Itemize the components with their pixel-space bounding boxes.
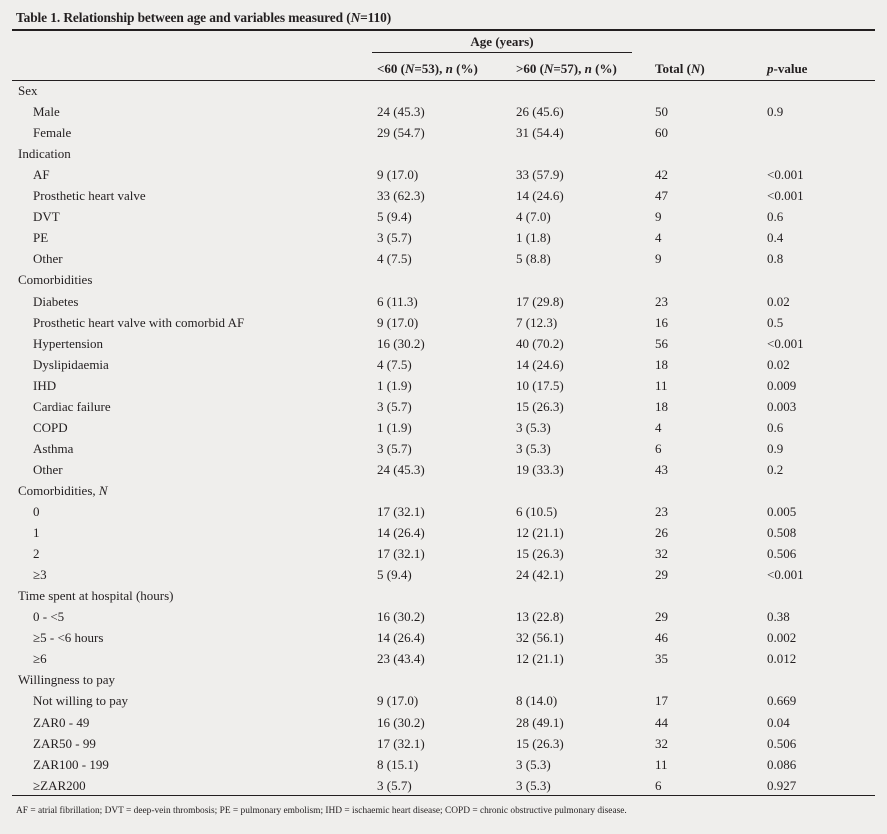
cell-under-60: 1 (1.9)	[377, 377, 412, 393]
cell-p-value: 0.5	[767, 314, 784, 330]
title-rule	[12, 29, 875, 31]
cell-under-60: 16 (30.2)	[377, 609, 425, 625]
cell-total: 18	[655, 398, 668, 414]
row-label: Dyslipidaemia	[33, 356, 109, 372]
row-label: Other	[33, 251, 63, 267]
table-footnote: AF = atrial fibrillation; DVT = deep-vein thrombosis; PE = pulmonary embolism; IHD = ischaemic heart disease; COPD = chronic obstructive pulmonary disease.	[16, 806, 627, 816]
table-row	[0, 690, 887, 711]
table-row	[0, 291, 887, 312]
cell-over-60: 14 (24.6)	[516, 188, 564, 204]
cell-total: 23	[655, 293, 668, 309]
cell-p-value: <0.001	[767, 335, 804, 351]
table-row	[0, 543, 887, 564]
cell-p-value: 0.005	[767, 504, 797, 519]
cell-under-60: 29 (54.7)	[377, 125, 425, 141]
row-label: Prosthetic heart valve with comorbid AF	[33, 314, 245, 330]
cell-p-value: 0.38	[767, 609, 790, 625]
cell-under-60: 3 (5.7)	[377, 777, 412, 793]
cell-p-value: 0.4	[767, 230, 784, 246]
table-row	[0, 122, 887, 143]
cell-under-60: 14 (26.4)	[377, 525, 425, 541]
cell-over-60: 33 (57.9)	[516, 167, 564, 183]
section-row	[0, 480, 887, 501]
cell-p-value: <0.001	[767, 567, 804, 583]
cell-under-60: 14 (26.4)	[377, 630, 425, 646]
table-row	[0, 564, 887, 585]
age-group-header: Age (years)	[470, 34, 534, 49]
group-rule	[372, 52, 632, 53]
cell-p-value: 0.669	[767, 693, 797, 709]
cell-p-value: <0.001	[767, 167, 804, 183]
row-label: ZAR100 - 199	[33, 756, 109, 772]
col-header-p-value: p-value	[767, 61, 808, 76]
row-label: Willingness to pay	[18, 672, 115, 688]
cell-total: 11	[655, 377, 668, 393]
bottom-rule	[12, 795, 875, 796]
cell-p-value: 0.9	[767, 104, 784, 120]
cell-over-60: 10 (17.5)	[516, 377, 564, 393]
cell-over-60: 4 (7.0)	[516, 209, 551, 225]
row-label: PE	[33, 230, 49, 246]
row-label: Time spent at hospital (hours)	[18, 588, 174, 604]
cell-total: 9	[655, 251, 662, 267]
row-label: AF	[33, 167, 50, 183]
table-row	[0, 754, 887, 775]
cell-p-value: 0.2	[767, 461, 784, 477]
table-row	[0, 396, 887, 417]
row-label: COPD	[33, 419, 68, 435]
cell-over-60: 3 (5.3)	[516, 756, 551, 772]
row-label: ZAR50 - 99	[33, 735, 96, 751]
cell-p-value: 0.003	[767, 398, 797, 414]
table-row	[0, 206, 887, 227]
cell-total: 56	[655, 335, 668, 351]
row-label: Indication	[18, 146, 71, 162]
row-label: 2	[33, 546, 40, 562]
cell-over-60: 15 (26.3)	[516, 735, 564, 751]
cell-under-60: 23 (43.4)	[377, 651, 425, 667]
row-label: ZAR0 - 49	[33, 714, 90, 730]
table-row	[0, 712, 887, 733]
cell-under-60: 9 (17.0)	[377, 167, 419, 183]
cell-p-value: 0.02	[767, 356, 790, 372]
table-row	[0, 501, 887, 522]
row-label: Cardiac failure	[33, 398, 111, 414]
table-row	[0, 248, 887, 269]
cell-total: 46	[655, 630, 668, 646]
row-label: ≥5 - <6 hours	[33, 630, 104, 646]
cell-over-60: 24 (42.1)	[516, 567, 564, 583]
row-label: ≥3	[33, 567, 47, 583]
cell-over-60: 28 (49.1)	[516, 714, 564, 730]
cell-total: 29	[655, 609, 668, 625]
cell-under-60: 17 (32.1)	[377, 735, 425, 751]
row-label: Asthma	[33, 440, 74, 456]
row-label: Comorbidities	[18, 272, 93, 288]
table-row	[0, 375, 887, 396]
table-row	[0, 185, 887, 206]
cell-total: 6	[655, 777, 662, 793]
table-row	[0, 312, 887, 333]
cell-p-value: 0.002	[767, 630, 797, 646]
cell-over-60: 8 (14.0)	[516, 693, 558, 709]
cell-p-value: <0.001	[767, 188, 804, 204]
table-row	[0, 354, 887, 375]
cell-total: 44	[655, 714, 668, 730]
cell-p-value: 0.086	[767, 756, 797, 772]
row-label: IHD	[33, 377, 57, 393]
cell-under-60: 4 (7.5)	[377, 356, 412, 372]
cell-over-60: 14 (24.6)	[516, 356, 564, 372]
cell-total: 9	[655, 209, 662, 225]
cell-over-60: 6 (10.5)	[516, 504, 558, 519]
row-label: Not willing to pay	[33, 693, 128, 709]
table-title: Table 1. Relationship between age and variables measured (N=110)	[16, 10, 392, 25]
cell-under-60: 8 (15.1)	[377, 756, 419, 772]
cell-over-60: 12 (21.1)	[516, 525, 564, 541]
row-label: Other	[33, 461, 63, 477]
cell-over-60: 15 (26.3)	[516, 398, 564, 414]
cell-over-60: 1 (1.8)	[516, 230, 551, 246]
table-row	[0, 775, 887, 796]
row-label: Prosthetic heart valve	[33, 188, 146, 204]
cell-p-value: 0.02	[767, 293, 790, 309]
cell-total: 29	[655, 567, 668, 583]
section-row	[0, 669, 887, 690]
row-label: Sex	[18, 83, 38, 98]
table-row	[0, 733, 887, 754]
cell-under-60: 16 (30.2)	[377, 335, 425, 351]
table-row	[0, 101, 887, 122]
cell-total: 4	[655, 419, 662, 435]
cell-over-60: 31 (54.4)	[516, 125, 564, 141]
section-row	[0, 143, 887, 164]
row-label: DVT	[33, 209, 60, 225]
col-header-total: Total (N)	[655, 61, 705, 76]
section-row	[0, 80, 887, 101]
cell-total: 11	[655, 756, 668, 772]
cell-p-value: 0.6	[767, 209, 784, 225]
row-label: Male	[33, 104, 60, 120]
cell-p-value: 0.6	[767, 419, 784, 435]
section-row	[0, 269, 887, 290]
cell-p-value: 0.506	[767, 546, 797, 562]
cell-under-60: 17 (32.1)	[377, 546, 425, 562]
cell-p-value: 0.012	[767, 651, 797, 667]
table-row	[0, 627, 887, 648]
cell-under-60: 3 (5.7)	[377, 230, 412, 246]
cell-under-60: 33 (62.3)	[377, 188, 425, 204]
cell-p-value: 0.9	[767, 440, 784, 456]
cell-under-60: 3 (5.7)	[377, 440, 412, 456]
row-label: Comorbidities, N	[18, 482, 108, 498]
cell-over-60: 32 (56.1)	[516, 630, 564, 646]
cell-over-60: 15 (26.3)	[516, 546, 564, 562]
table-row	[0, 333, 887, 354]
table-row	[0, 417, 887, 438]
cell-over-60: 13 (22.8)	[516, 609, 564, 625]
cell-under-60: 9 (17.0)	[377, 693, 419, 709]
cell-total: 60	[655, 125, 668, 141]
section-row	[0, 585, 887, 606]
cell-total: 43	[655, 461, 668, 477]
table-row	[0, 648, 887, 669]
table-row	[0, 164, 887, 185]
row-label: ≥6	[33, 651, 47, 667]
cell-over-60: 7 (12.3)	[516, 314, 558, 330]
cell-total: 26	[655, 525, 668, 541]
table-row	[0, 459, 887, 480]
table-row	[0, 606, 887, 627]
cell-under-60: 24 (45.3)	[377, 104, 425, 120]
cell-total: 47	[655, 188, 668, 204]
cell-total: 32	[655, 546, 668, 562]
row-label: ≥ZAR200	[33, 777, 86, 793]
cell-total: 17	[655, 693, 668, 709]
cell-under-60: 4 (7.5)	[377, 251, 412, 267]
cell-p-value: 0.8	[767, 251, 784, 267]
cell-under-60: 5 (9.4)	[377, 209, 412, 225]
cell-total: 42	[655, 167, 668, 183]
cell-total: 16	[655, 314, 668, 330]
cell-over-60: 5 (8.8)	[516, 251, 551, 267]
cell-total: 18	[655, 356, 668, 372]
col-header-over-60: >60 (N=57), n (%)	[516, 61, 617, 76]
col-header-under-60: <60 (N=53), n (%)	[377, 61, 478, 76]
cell-over-60: 19 (33.3)	[516, 461, 564, 477]
cell-total: 35	[655, 651, 668, 667]
cell-p-value: 0.009	[767, 377, 797, 393]
cell-total: 23	[655, 504, 668, 519]
cell-under-60: 24 (45.3)	[377, 461, 425, 477]
row-label: 0	[33, 504, 40, 519]
row-label: 1	[33, 525, 40, 541]
cell-over-60: 40 (70.2)	[516, 335, 564, 351]
cell-total: 32	[655, 735, 668, 751]
cell-p-value: 0.927	[767, 777, 797, 793]
table-row	[0, 227, 887, 248]
row-label: Hypertension	[33, 335, 104, 351]
cell-over-60: 3 (5.3)	[516, 419, 551, 435]
cell-under-60: 5 (9.4)	[377, 567, 412, 583]
table-row	[0, 438, 887, 459]
cell-total: 6	[655, 440, 662, 456]
cell-under-60: 17 (32.1)	[377, 504, 425, 519]
cell-over-60: 3 (5.3)	[516, 777, 551, 793]
row-label: Diabetes	[33, 293, 79, 309]
cell-over-60: 12 (21.1)	[516, 651, 564, 667]
row-label: Female	[33, 125, 72, 141]
cell-p-value: 0.506	[767, 735, 797, 751]
cell-over-60: 3 (5.3)	[516, 440, 551, 456]
cell-over-60: 26 (45.6)	[516, 104, 564, 120]
cell-under-60: 9 (17.0)	[377, 314, 419, 330]
table-row	[0, 522, 887, 543]
row-label: 0 - <5	[33, 609, 65, 625]
cell-total: 4	[655, 230, 662, 246]
cell-total: 50	[655, 104, 668, 120]
cell-p-value: 0.04	[767, 714, 790, 730]
cell-p-value: 0.508	[767, 525, 797, 541]
cell-under-60: 16 (30.2)	[377, 714, 425, 730]
cell-under-60: 3 (5.7)	[377, 398, 412, 414]
cell-under-60: 1 (1.9)	[377, 419, 412, 435]
cell-under-60: 6 (11.3)	[377, 293, 418, 309]
cell-over-60: 17 (29.8)	[516, 293, 564, 309]
